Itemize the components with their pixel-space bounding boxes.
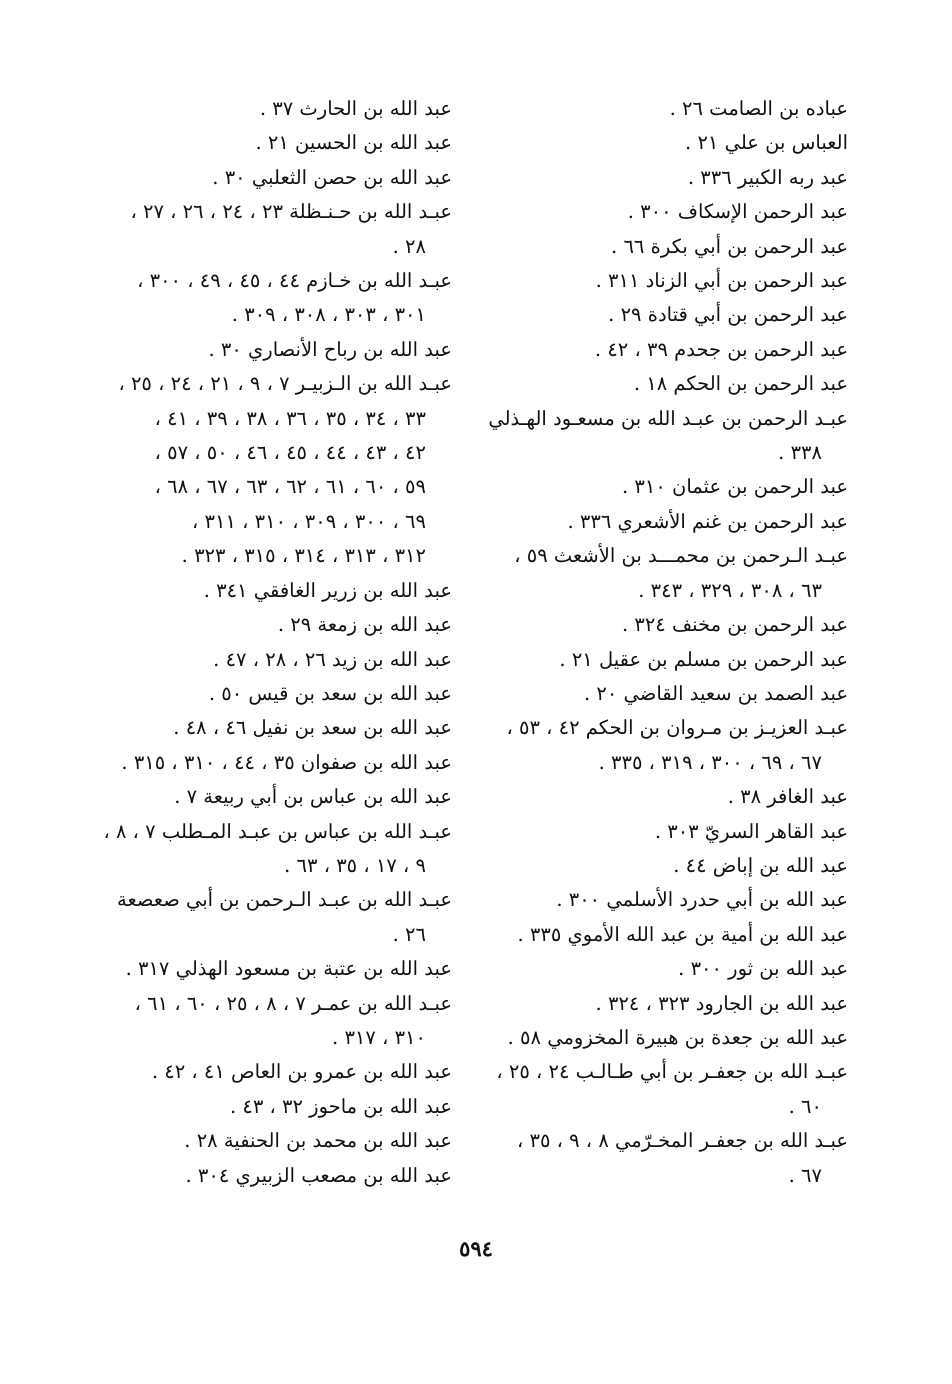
index-entry-continuation: ٥٩ ، ٦٠ ، ٦١ ، ٦٢ ، ٦٣ ، ٦٧ ، ٦٨ ، <box>154 475 426 499</box>
index-entry <box>102 608 452 642</box>
index-entry <box>102 952 452 986</box>
index-entry-text: عبد الرحمن بن غنم الأشعري ٣٣٦ . <box>567 509 848 533</box>
index-entry <box>102 574 452 608</box>
index-entry <box>498 92 848 126</box>
index-entry-continuation: ٣١٠ ، ٣١٧ . <box>332 1025 426 1049</box>
index-entry-text: عباده بن الصامت ٢٦ . <box>669 97 848 120</box>
index-entry-text: عبد الله بن عباس بن أبي ربيعة ٧ . <box>174 785 452 809</box>
index-entry-text: عبد الله بن حصن الثعلبي ٣٠ . <box>212 165 452 189</box>
index-entry-continuation: ٩ ، ١٧ ، ٣٥ ، ٦٣ . <box>284 853 426 877</box>
index-entry <box>498 470 848 504</box>
index-entry <box>102 883 452 952</box>
index-entry <box>498 195 848 229</box>
index-entry-text: عبـد الله بن خـازم ٤٤ ، ٤٥ ، ٤٩ ، ٣٠٠ ، <box>137 269 452 293</box>
index-entry <box>102 1055 452 1089</box>
index-entry-text: عبد الرحمن بن جحدم ٣٩ ، ٤٢ . <box>594 337 848 361</box>
index-entry-text: عبـد العزيـز بن مـروان بن الحكم ٤٢ ، ٥٣ ، <box>506 716 848 740</box>
index-entry-continuation: ٦٠ . <box>788 1094 822 1118</box>
index-entry <box>498 298 848 332</box>
index-entry <box>102 987 452 1056</box>
index-entry <box>488 402 848 471</box>
index-entry-text: عبد الله بن زمعة ٢٩ . <box>277 613 452 637</box>
index-entry-text: عبد الله بن زرير الغافقي ٣٤١ . <box>203 578 452 602</box>
index-entry <box>498 161 848 195</box>
index-entry <box>102 126 452 160</box>
index-entry <box>102 1159 452 1193</box>
index-entry <box>102 195 452 264</box>
index-entry-text: عبد الله بن سعد بن قيس ٥٠ . <box>208 681 452 705</box>
index-entry-text: عبد الرحمن بن أبي الزناد ٣١١ . <box>595 269 848 293</box>
index-entry <box>498 367 848 401</box>
index-entry <box>498 505 848 539</box>
index-entry <box>102 367 452 573</box>
index-entry-text: عبـد الله بن جعفـر بن أبي طـالـب ٢٤ ، ٢٥ ، <box>496 1060 848 1084</box>
index-entry-text: عبـد الله بن عبـد الـرحمن بن أبي صعصعة <box>117 888 452 912</box>
index-entry <box>498 643 848 677</box>
index-entry-text: عبد الرحمن بن أبي قتادة ٢٩ . <box>608 303 848 327</box>
index-entry <box>498 849 848 883</box>
index-entry-text: عبد الرحمن بن الحكم ١٨ . <box>633 372 848 396</box>
index-entry-text: عبد الله بن أمية بن عبد الله الأموي ٣٣٥ . <box>517 922 848 946</box>
index-entry <box>498 883 848 917</box>
index-entry-text: عبد الرحمن بن أبي بكرة ٦٦ . <box>611 234 848 258</box>
index-entry-text: عبد الله بن عتبة بن مسعود الهذلي ٣١٧ . <box>125 957 452 981</box>
index-entry-text: عبـد الله بن عباس بن عبـد المـطلب ٧ ، ٨ ، <box>103 819 452 843</box>
index-entry <box>498 815 848 849</box>
index-entry-text: عبد الله بن أبي حدرد الأسلمي ٣٠٠ . <box>556 888 848 912</box>
index-entry-text: عبد ربه الكبير ٣٣٦ . <box>687 165 848 189</box>
index-entry <box>102 815 452 884</box>
index-entry-text: عبد الله بن الحسين ٢١ . <box>255 131 452 155</box>
index-entry-text: العباس بن علي ٢١ . <box>685 131 848 155</box>
index-entry-text: عبـد الله بن حـنـظلة ٢٣ ، ٢٤ ، ٢٦ ، ٢٧ ، <box>130 200 452 224</box>
index-entry-text: عبد الله بن جعدة بن هبيرة المخزومي ٥٨ . <box>507 1025 848 1049</box>
index-entry-text: عبد الرحمن بن عثمان ٣١٠ . <box>622 475 848 499</box>
index-entry-continuation: ٤٢ ، ٤٣ ، ٤٤ ، ٤٥ ، ٤٦ ، ٥٠ ، ٥٧ ، <box>154 441 426 465</box>
index-entry-text: عبد الله بن الحارث ٣٧ . <box>259 97 452 120</box>
index-column-left <box>102 92 452 1193</box>
index-entry-text: عبد الله بن زيد ٢٦ ، ٢٨ ، ٤٧ . <box>213 647 452 671</box>
index-entry-text: عبد الغافر ٣٨ . <box>727 785 848 809</box>
index-entry-text: عبد الله بن سعد بن نفيل ٤٦ ، ٤٨ . <box>173 716 452 740</box>
index-entry-text: عبد الله بن عمرو بن العاص ٤١ ، ٤٢ . <box>151 1060 452 1084</box>
index-entry-continuation: ٢٨ . <box>392 234 426 258</box>
index-entry-text: عبد الصمد بن سعيد القاضي ٢٠ . <box>584 681 848 705</box>
index-entry <box>498 987 848 1021</box>
index-entry-text: عبد الله بن الجارود ٣٢٣ ، ٣٢٤ . <box>595 991 848 1015</box>
index-entry-text: عبد الرحمن الإسكاف ٣٠٠ . <box>627 200 848 224</box>
index-entry <box>498 1055 848 1124</box>
index-entry <box>498 333 848 367</box>
index-entry <box>102 333 452 367</box>
index-entry <box>102 92 452 126</box>
index-entry-text: عبد الله بن مصعب الزبيري ٣٠٤ . <box>185 1163 452 1187</box>
index-entry-text: عبد الله بن ثور ٣٠٠ . <box>678 957 848 981</box>
index-entry <box>498 1124 848 1193</box>
index-column-right <box>488 92 848 1193</box>
index-entry-continuation: ٦٧ ، ٦٩ ، ٣٠٠ ، ٣١٩ ، ٣٣٥ . <box>598 750 822 774</box>
index-entry <box>102 677 452 711</box>
index-entry-text: عبد الله بن إباض ٤٤ . <box>673 853 848 877</box>
index-entry <box>498 780 848 814</box>
index-entry-text: عبد القاهر السريّ ٣٠٣ . <box>654 819 848 843</box>
page-number: ٥٩٤ <box>459 1236 493 1261</box>
index-entry <box>498 952 848 986</box>
index-entry <box>498 918 848 952</box>
index-entry-continuation: ٣٠١ ، ٣٠٣ ، ٣٠٨ ، ٣٠٩ . <box>231 303 426 327</box>
index-entry-text: عبد الله بن صفوان ٣٥ ، ٤٤ ، ٣١٠ ، ٣١٥ . <box>121 750 452 774</box>
index-entry <box>102 780 452 814</box>
index-entry-continuation: ٦٧ . <box>788 1163 822 1187</box>
index-entry <box>102 711 452 745</box>
index-entry <box>102 1124 452 1158</box>
index-entry <box>102 1090 452 1124</box>
index-entry-text: عبد الله بن رباح الأنصاري ٣٠ . <box>208 337 452 361</box>
index-entry <box>102 746 452 780</box>
index-entry <box>102 161 452 195</box>
index-entry-text: عبـد الـرحمن بن محمـــد بن الأشعث ٥٩ ، <box>514 544 848 568</box>
index-entry <box>498 711 848 780</box>
index-entry <box>102 264 452 333</box>
index-entry-continuation: ٣١٢ ، ٣١٣ ، ٣١٤ ، ٣١٥ ، ٣٢٣ . <box>181 544 426 568</box>
index-entry-text: عبـد الله بن عمـر ٧ ، ٨ ، ٢٥ ، ٦٠ ، ٦١ ، <box>134 991 452 1015</box>
index-entry <box>102 643 452 677</box>
index-entry <box>498 264 848 298</box>
index-entry-continuation: ٦٣ ، ٣٠٨ ، ٣٢٩ ، ٣٤٣ . <box>638 578 822 602</box>
index-entry <box>498 1021 848 1055</box>
index-entry <box>498 539 848 608</box>
index-entry-text: عبـد الرحمن بن عبـد الله بن مسعـود الهـذلي <box>488 406 848 430</box>
index-entry-continuation: ٢٦ . <box>392 922 426 946</box>
index-entry <box>498 677 848 711</box>
index-entry-text: عبـد الله بن الـزبيـر ٧ ، ٩ ، ٢١ ، ٢٤ ، ٢٥ ، <box>118 372 452 396</box>
index-entry <box>498 608 848 642</box>
index-entry-continuation: ٣٣ ، ٣٤ ، ٣٥ ، ٣٦ ، ٣٨ ، ٣٩ ، ٤١ ، <box>154 406 426 430</box>
index-entry-text: عبد الله بن ماحوز ٣٢ ، ٤٣ . <box>229 1094 452 1118</box>
index-entry-continuation: ٦٩ ، ٣٠٠ ، ٣٠٩ ، ٣١٠ ، ٣١١ ، <box>192 509 426 533</box>
index-entry <box>498 126 848 160</box>
index-entry-text: عبـد الله بن جعفـر المخـرّمي ٨ ، ٩ ، ٣٥ ، <box>516 1129 848 1153</box>
index-entry-text: عبد الله بن محمد بن الحنفية ٢٨ . <box>184 1129 452 1153</box>
index-entry <box>498 230 848 264</box>
index-entry-continuation: ٣٣٨ . <box>778 441 822 465</box>
index-entry-text: عبد الرحمن بن مخنف ٣٢٤ . <box>621 613 848 637</box>
index-entry-text: عبد الرحمن بن مسلم بن عقيل ٢١ . <box>559 647 848 671</box>
